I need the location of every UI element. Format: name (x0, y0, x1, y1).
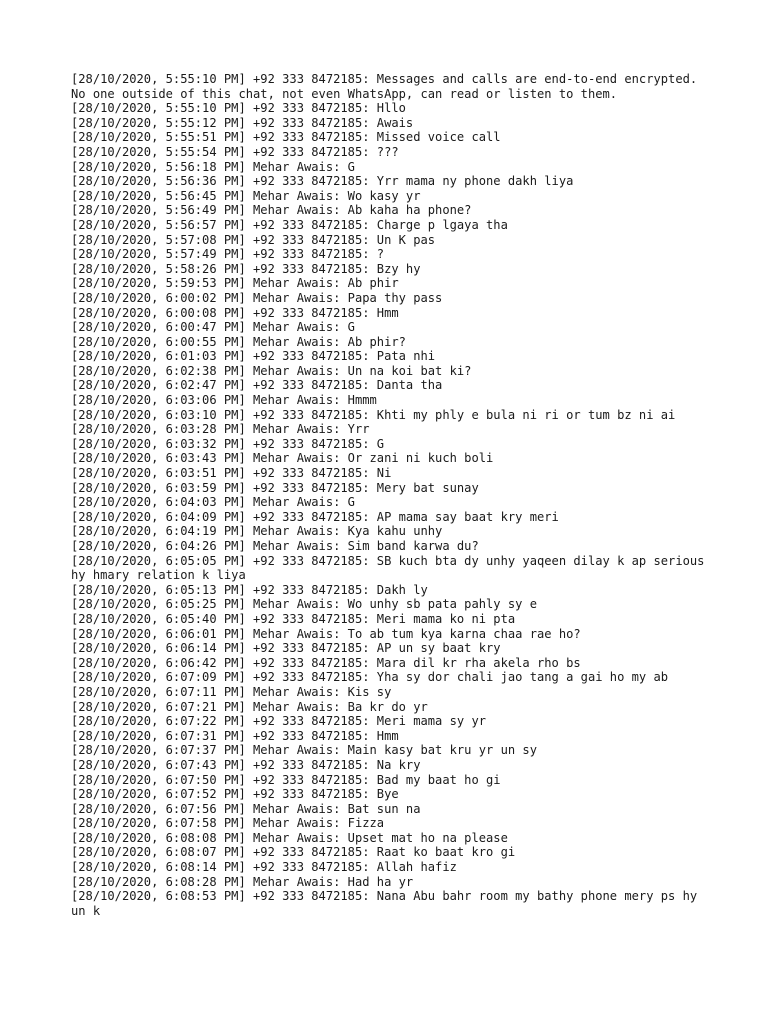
chat-message-line: [28/10/2020, 5:56:36 PM] +92 333 8472185: Yrr mama ny phone dakh liya (71, 174, 574, 189)
chat-message-line: [28/10/2020, 6:08:08 PM] Mehar Awais: Upset mat ho na please (71, 830, 508, 845)
chat-message-line: [28/10/2020, 6:06:14 PM] +92 333 8472185: AP un sy baat kry (71, 641, 501, 656)
chat-message-line: [28/10/2020, 5:55:12 PM] +92 333 8472185: Awais (71, 115, 414, 130)
chat-message-line: [28/10/2020, 6:06:42 PM] +92 333 8472185: Mara dil kr rha akela rho bs (71, 655, 581, 670)
chat-message-line: [28/10/2020, 6:03:10 PM] +92 333 8472185: Khti my phly e bula ni ri or tum bz ni ai (71, 407, 676, 422)
chat-message-line: [28/10/2020, 5:56:18 PM] Mehar Awais: G (71, 159, 355, 174)
chat-message-line: [28/10/2020, 5:55:51 PM] +92 333 8472185: Missed voice call (71, 130, 501, 145)
chat-message-line: [28/10/2020, 6:05:13 PM] +92 333 8472185: Dakh ly (71, 582, 428, 597)
chat-message-line: [28/10/2020, 6:08:28 PM] Mehar Awais: Had ha yr (71, 874, 414, 889)
chat-message-line: [28/10/2020, 5:56:45 PM] Mehar Awais: Wo kasy yr (71, 188, 421, 203)
chat-message-line: [28/10/2020, 6:07:22 PM] +92 333 8472185: Meri mama sy yr (71, 714, 487, 729)
chat-message-line: [28/10/2020, 6:04:19 PM] Mehar Awais: Kya kahu unhy (71, 524, 443, 539)
chat-message-line: [28/10/2020, 5:55:54 PM] +92 333 8472185: ??? (71, 144, 399, 159)
chat-message-line: [28/10/2020, 6:07:21 PM] Mehar Awais: Ba kr do yr (71, 699, 428, 714)
chat-message-line: [28/10/2020, 6:04:03 PM] Mehar Awais: G (71, 495, 355, 510)
chat-message-line: [28/10/2020, 6:07:52 PM] +92 333 8472185: Bye (71, 787, 399, 802)
chat-message-line: [28/10/2020, 6:05:40 PM] +92 333 8472185: Meri mama ko ni pta (71, 611, 516, 626)
chat-message-line: [28/10/2020, 6:06:01 PM] Mehar Awais: To ab tum kya karna chaa rae ho? (71, 626, 581, 641)
chat-message-line: [28/10/2020, 6:07:09 PM] +92 333 8472185: Yha sy dor chali jao tang a gai ho my ab (71, 670, 669, 685)
chat-message-line: [28/10/2020, 6:04:26 PM] Mehar Awais: Sim band karwa du? (71, 539, 479, 553)
chat-message-line: [28/10/2020, 6:04:09 PM] +92 333 8472185: AP mama say baat kry meri (71, 509, 559, 524)
chat-message-line: [28/10/2020, 5:58:26 PM] +92 333 8472185: Bzy hy (71, 261, 421, 276)
chat-message-line: [28/10/2020, 6:03:59 PM] +92 333 8472185: Mery bat sunay (71, 480, 479, 495)
chat-message-line: [28/10/2020, 6:07:50 PM] +92 333 8472185: Bad my baat ho gi (71, 772, 501, 787)
chat-message-line: [28/10/2020, 6:07:11 PM] Mehar Awais: Kis sy (71, 684, 392, 699)
chat-message-line: [28/10/2020, 6:08:14 PM] +92 333 8472185: Allah hafiz (71, 860, 457, 875)
chat-message-line: [28/10/2020, 6:07:37 PM] Mehar Awais: Main kasy bat kru yr un sy (71, 743, 537, 758)
chat-message-line: [28/10/2020, 5:55:10 PM] +92 333 8472185: Messages and calls are end-to-end encrypted. No one outside of this chat, not even WhatsApp, can read or listen to them. (71, 72, 705, 101)
chat-message-line: [28/10/2020, 5:57:49 PM] +92 333 8472185: ? (71, 247, 385, 262)
chat-message-line: [28/10/2020, 6:07:43 PM] +92 333 8472185: Na kry (71, 757, 421, 772)
chat-message-line: [28/10/2020, 6:07:31 PM] +92 333 8472185: Hmm (71, 728, 399, 743)
chat-message-line: [28/10/2020, 6:02:38 PM] Mehar Awais: Un na koi bat ki? (71, 363, 472, 378)
chat-message-line: [28/10/2020, 6:00:08 PM] +92 333 8472185: Hmm (71, 305, 399, 320)
chat-message-line: [28/10/2020, 5:56:57 PM] +92 333 8472185: Charge p lgaya tha (71, 217, 508, 232)
chat-message-line: [28/10/2020, 6:03:28 PM] Mehar Awais: Yrr (71, 422, 370, 437)
chat-message-line: [28/10/2020, 6:07:56 PM] Mehar Awais: Bat sun na (71, 801, 421, 816)
chat-message-line: [28/10/2020, 6:07:58 PM] Mehar Awais: Fizza (71, 816, 385, 831)
chat-message-line: [28/10/2020, 6:03:06 PM] Mehar Awais: Hmmm (71, 393, 377, 408)
chat-message-line: [28/10/2020, 6:05:05 PM] +92 333 8472185: SB kuch bta dy unhy yaqeen dilay k ap serious hy hmary relation k liya (71, 553, 712, 583)
chat-message-line: [28/10/2020, 6:03:32 PM] +92 333 8472185: G (71, 436, 385, 451)
chat-message-line: [28/10/2020, 5:56:49 PM] Mehar Awais: Ab kaha ha phone? (71, 203, 472, 218)
chat-message-line: [28/10/2020, 6:00:02 PM] Mehar Awais: Papa thy pass (71, 290, 443, 305)
chat-message-line: [28/10/2020, 6:00:55 PM] Mehar Awais: Ab phir? (71, 334, 406, 349)
chat-message-line: [28/10/2020, 6:05:25 PM] Mehar Awais: Wo unhy sb pata pahly sy e (71, 597, 537, 612)
chat-message-line: [28/10/2020, 5:55:10 PM] +92 333 8472185: Hllo (71, 101, 406, 116)
chat-message-line: [28/10/2020, 6:00:47 PM] Mehar Awais: G (71, 320, 355, 335)
chat-message-line: [28/10/2020, 6:08:07 PM] +92 333 8472185: Raat ko baat kro gi (71, 845, 516, 860)
chat-message-line: [28/10/2020, 5:57:08 PM] +92 333 8472185: Un K pas (71, 232, 436, 247)
chat-message-line: [28/10/2020, 6:02:47 PM] +92 333 8472185: Danta tha (71, 378, 443, 393)
chat-message-line: [28/10/2020, 6:08:53 PM] +92 333 8472185: Nana Abu bahr room my bathy phone mery ps hy un k (71, 889, 705, 918)
chat-message-line: [28/10/2020, 6:01:03 PM] +92 333 8472185: Pata nhi (71, 349, 436, 364)
chat-message-line: [28/10/2020, 6:03:43 PM] Mehar Awais: Or zani ni kuch boli (71, 451, 494, 466)
chat-message-line: [28/10/2020, 5:59:53 PM] Mehar Awais: Ab phir (71, 276, 399, 291)
chat-message-line: [28/10/2020, 6:03:51 PM] +92 333 8472185: Ni (71, 466, 392, 481)
chat-transcript (71, 72, 711, 918)
